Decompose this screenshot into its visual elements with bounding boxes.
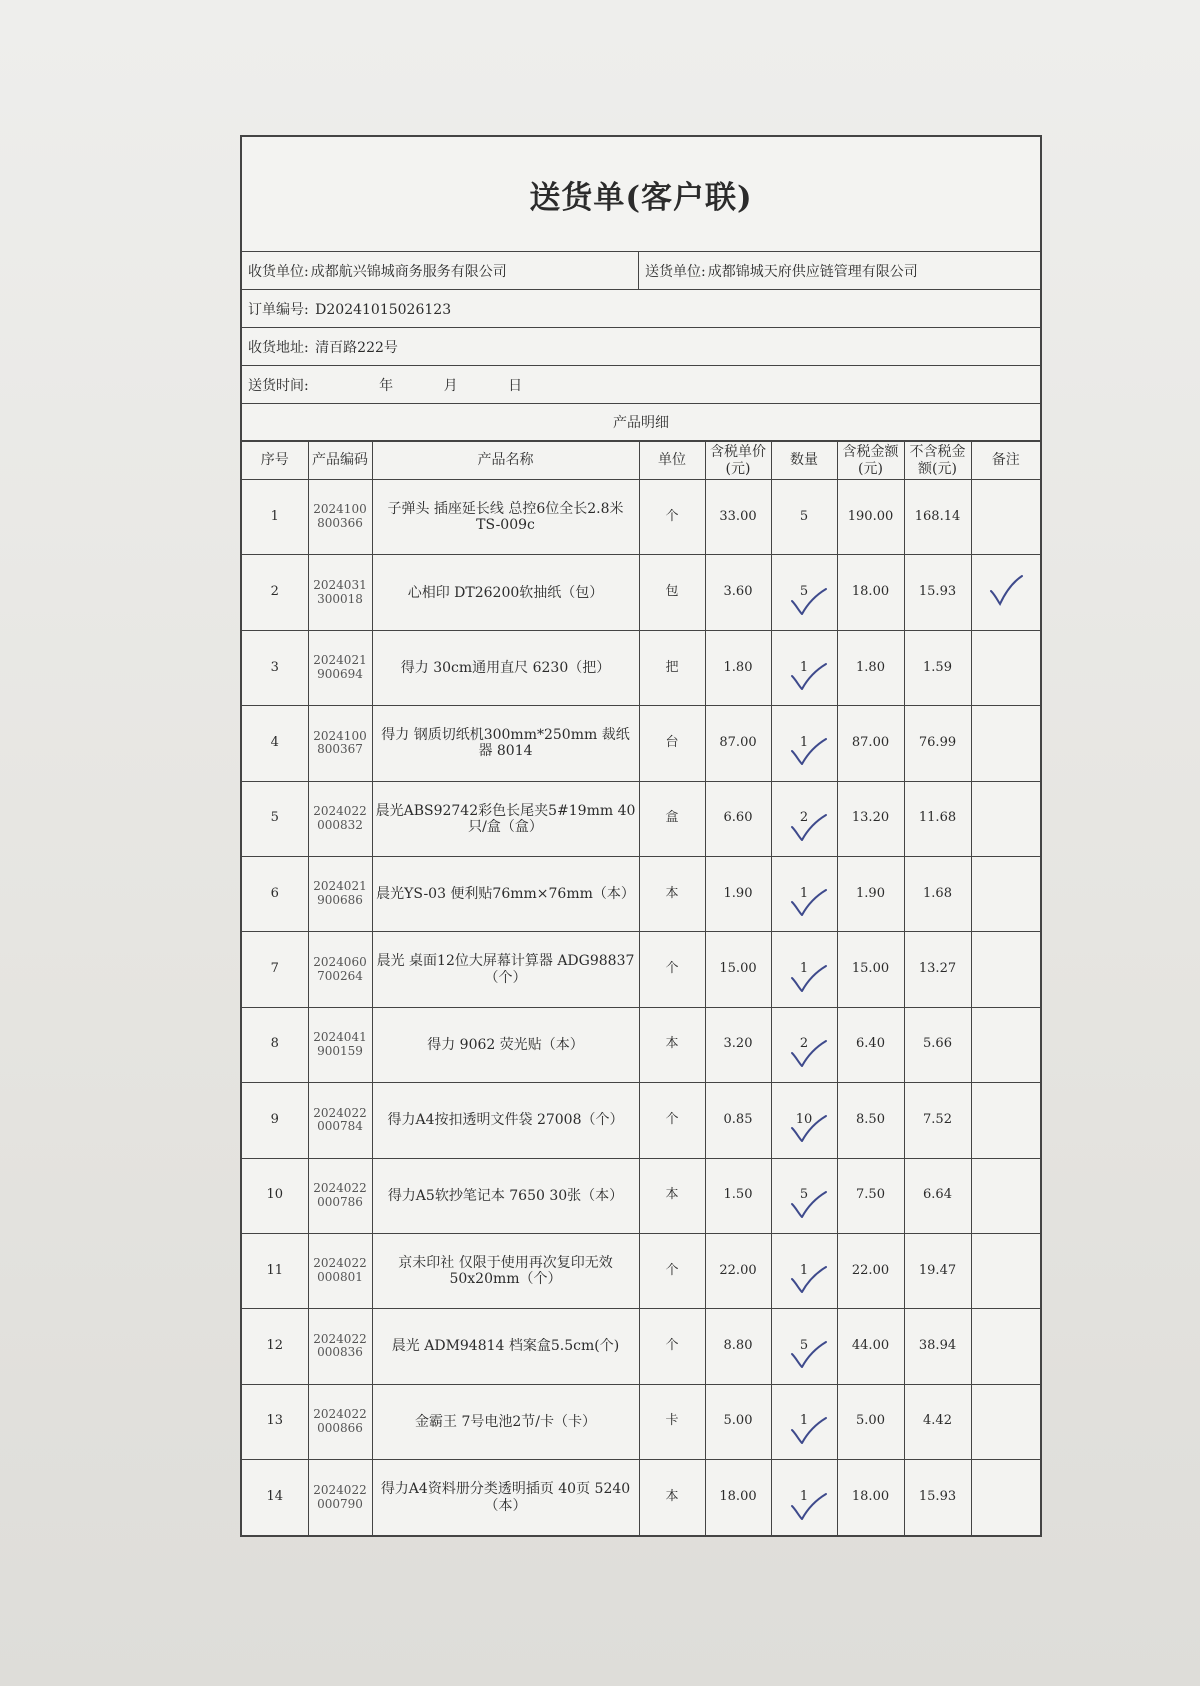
row-product-name: 得力A5软抄笔记本 7650 30张（本） [372,1158,639,1233]
row-qty: 1 [799,659,809,675]
table-row [242,932,1040,1007]
table-row [242,1309,1040,1384]
row-qty: 1 [799,1413,809,1429]
day-label: 日 [508,377,523,394]
row-amount: 13.20 [837,781,904,856]
row-product-code: 2024022000836 [308,1309,372,1384]
col-unit-header: 单位 [639,442,705,480]
row-amount: 87.00 [837,706,904,781]
row-product-code: 2024021900694 [308,630,372,705]
row-seq: 8 [242,1007,308,1082]
row-unit: 个 [639,1083,705,1158]
row-remark [971,1007,1040,1082]
row-amount: 8.50 [837,1083,904,1158]
table-row [242,1007,1040,1082]
receiver-cell [242,252,638,289]
row-seq: 2 [242,555,308,630]
row-seq: 12 [242,1309,308,1384]
row-seq: 7 [242,932,308,1007]
table-row [242,1158,1040,1233]
row-remark [971,706,1040,781]
row-price: 8.80 [705,1309,771,1384]
row-qty-cell [771,1309,837,1384]
col-seq-header: 序号 [242,442,308,480]
row-qty-cell [771,781,837,856]
row-qty: 1 [799,961,809,977]
row-seq: 4 [242,706,308,781]
col-remark-header: 备注 [971,442,1040,480]
row-net-amount: 1.68 [904,856,971,931]
receiver-label: 收货单位: [248,263,309,280]
product-table [242,441,1040,1535]
checkmark-icon [790,659,828,692]
row-remark [971,781,1040,856]
delivery-time-row [242,366,1040,404]
checkmark-icon [790,1416,828,1446]
row-net-amount: 168.14 [904,480,971,555]
row-net-amount: 38.94 [904,1309,971,1384]
row-remark [971,856,1040,931]
row-price: 1.50 [705,1158,771,1233]
row-price: 87.00 [705,706,771,781]
row-unit: 个 [639,932,705,1007]
row-unit: 本 [639,1007,705,1082]
row-product-name: 得力 钢质切纸机300mm*250mm 裁纸器 8014 [372,706,639,781]
row-qty-cell [771,856,837,931]
row-qty: 5 [799,1338,809,1354]
row-product-name: 京未印社 仅限于使用再次复印无效 50x20mm（个） [372,1233,639,1308]
row-qty: 1 [799,734,809,750]
row-amount: 7.50 [837,1158,904,1233]
checkmark-icon [790,734,828,767]
row-product-code: 2024022000866 [308,1384,372,1459]
row-unit: 把 [639,630,705,705]
row-qty-cell [771,706,837,781]
row-product-code: 2024021900686 [308,856,372,931]
checkmark-icon [790,1039,828,1069]
row-remark [971,1309,1040,1384]
row-unit: 本 [639,1460,705,1535]
row-qty: 2 [799,1036,809,1052]
row-qty: 1 [799,1489,809,1505]
row-unit: 本 [639,1158,705,1233]
row-qty: 5 [799,508,809,524]
row-product-name: 得力 30cm通用直尺 6230（把） [372,630,639,705]
row-seq: 6 [242,856,308,931]
row-remark [971,1158,1040,1233]
row-qty: 1 [799,885,809,901]
row-net-amount: 13.27 [904,932,971,1007]
receiver-value: 成都航兴锦城商务服务有限公司 [310,263,507,280]
row-product-code: 2024100800366 [308,480,372,555]
row-product-name: 晨光YS-03 便利贴76mm×76mm（本） [372,856,639,931]
row-product-name: 金霸王 7号电池2节/卡（卡） [372,1384,639,1459]
row-qty: 1 [799,1262,809,1278]
table-row [242,781,1040,856]
row-amount: 18.00 [837,1460,904,1535]
row-product-code: 2024100800367 [308,706,372,781]
row-price: 5.00 [705,1384,771,1459]
month-label: 月 [443,377,458,394]
sender-value: 成都锦城天府供应链管理有限公司 [707,263,918,280]
row-net-amount: 76.99 [904,706,971,781]
address-row [242,328,1040,366]
row-amount: 1.80 [837,630,904,705]
row-remark [971,1083,1040,1158]
row-net-amount: 4.42 [904,1384,971,1459]
order-label: 订单编号: [248,301,309,318]
row-product-name: 子弹头 插座延长线 总控6位全长2.8米 TS-009c [372,480,639,555]
table-row [242,480,1040,555]
row-price: 15.00 [705,932,771,1007]
row-price: 6.60 [705,781,771,856]
row-qty-cell [771,932,837,1007]
row-qty-cell [771,1384,837,1459]
row-product-name: 晨光 桌面12位大屏幕计算器 ADG98837（个） [372,932,639,1007]
checkmark-icon [790,1190,828,1220]
party-row [242,252,1040,290]
row-product-name: 得力A4按扣透明文件袋 27008（个） [372,1083,639,1158]
row-qty-cell [771,1460,837,1535]
row-amount: 22.00 [837,1233,904,1308]
row-remark [971,1384,1040,1459]
address-label: 收货地址: [248,339,309,356]
row-net-amount: 15.93 [904,555,971,630]
row-remark [971,630,1040,705]
row-product-code: 2024022000801 [308,1233,372,1308]
row-amount: 190.00 [837,480,904,555]
section-title: 产品明细 [242,404,1040,441]
row-qty: 10 [795,1111,813,1127]
table-row [242,1233,1040,1308]
row-seq: 10 [242,1158,308,1233]
row-price: 18.00 [705,1460,771,1535]
row-remark [971,480,1040,555]
col-qty-header: 数量 [771,442,837,480]
row-remark [971,1460,1040,1535]
checkmark-icon [790,885,828,918]
table-row [242,706,1040,781]
table-row [242,1384,1040,1459]
row-unit: 个 [639,1233,705,1308]
row-unit: 包 [639,555,705,630]
row-qty-cell [771,1007,837,1082]
row-product-code: 2024041900159 [308,1007,372,1082]
row-amount: 1.90 [837,856,904,931]
row-product-code: 2024060700264 [308,932,372,1007]
checkmark-icon [790,1492,828,1522]
row-unit: 本 [639,856,705,931]
col-amount-header: 含税金额(元) [837,442,904,480]
sender-cell [638,252,1040,289]
order-row [242,290,1040,328]
checkmark-icon [988,573,1024,607]
row-net-amount: 1.59 [904,630,971,705]
row-qty: 5 [799,1187,809,1203]
row-qty-cell [771,1158,837,1233]
row-net-amount: 6.64 [904,1158,971,1233]
col-price-header: 含税单价(元) [705,442,771,480]
row-price: 3.60 [705,555,771,630]
col-net-header: 不含税金额(元) [904,442,971,480]
row-price: 33.00 [705,480,771,555]
row-qty-cell [771,1233,837,1308]
row-net-amount: 11.68 [904,781,971,856]
row-amount: 15.00 [837,932,904,1007]
row-price: 3.20 [705,1007,771,1082]
row-amount: 44.00 [837,1309,904,1384]
table-row [242,1083,1040,1158]
row-qty-cell [771,630,837,705]
row-seq: 11 [242,1233,308,1308]
row-unit: 台 [639,706,705,781]
row-qty-cell [771,555,837,630]
order-number: D20241015026123 [315,301,452,318]
row-seq: 5 [242,781,308,856]
row-qty: 2 [799,810,809,826]
row-net-amount: 15.93 [904,1460,971,1535]
row-unit: 个 [639,480,705,555]
sender-label: 送货单位: [645,263,706,280]
table-row [242,630,1040,705]
row-price: 0.85 [705,1083,771,1158]
row-net-amount: 7.52 [904,1083,971,1158]
delivery-time-label: 送货时间: [248,377,309,394]
row-amount: 18.00 [837,555,904,630]
row-amount: 5.00 [837,1384,904,1459]
row-product-name: 得力A4资料册分类透明插页 40页 5240（本） [372,1460,639,1535]
checkmark-icon [790,1340,828,1370]
row-product-name: 晨光 ADM94814 档案盒5.5cm(个) [372,1309,639,1384]
row-price: 22.00 [705,1233,771,1308]
row-price: 1.80 [705,630,771,705]
row-seq: 14 [242,1460,308,1535]
row-product-code: 2024022000790 [308,1460,372,1535]
row-product-name: 晨光ABS92742彩色长尾夹5#19mm 40只/盒（盒） [372,781,639,856]
row-unit: 卡 [639,1384,705,1459]
table-row [242,1460,1040,1535]
row-net-amount: 5.66 [904,1007,971,1082]
row-product-code: 2024031300018 [308,555,372,630]
row-unit: 个 [639,1309,705,1384]
row-qty: 5 [799,584,809,600]
checkmark-icon [790,964,828,994]
checkmark-icon [790,813,828,843]
row-product-name: 心相印 DT26200软抽纸（包） [372,555,639,630]
row-remark [971,1233,1040,1308]
row-amount: 6.40 [837,1007,904,1082]
col-name-header: 产品名称 [372,442,639,480]
col-code-header: 产品编码 [308,442,372,480]
row-product-code: 2024022000786 [308,1158,372,1233]
row-seq: 13 [242,1384,308,1459]
checkmark-icon [790,587,828,617]
row-seq: 3 [242,630,308,705]
table-row [242,856,1040,931]
year-label: 年 [379,377,394,394]
row-remark [971,555,1040,630]
row-unit: 盒 [639,781,705,856]
row-seq: 1 [242,480,308,555]
delivery-note-form [240,135,1042,1537]
address-value: 清百路222号 [315,339,398,356]
table-header-row [242,442,1040,480]
row-seq: 9 [242,1083,308,1158]
checkmark-icon [790,1262,828,1295]
row-remark [971,932,1040,1007]
row-product-code: 2024022000784 [308,1083,372,1158]
row-qty-cell [771,480,837,555]
row-price: 1.90 [705,856,771,931]
document-title: 送货单(客户联) [242,137,1040,252]
row-qty-cell [771,1083,837,1158]
row-product-code: 2024022000832 [308,781,372,856]
row-product-name: 得力 9062 荧光贴（本） [372,1007,639,1082]
table-row [242,555,1040,630]
row-net-amount: 19.47 [904,1233,971,1308]
